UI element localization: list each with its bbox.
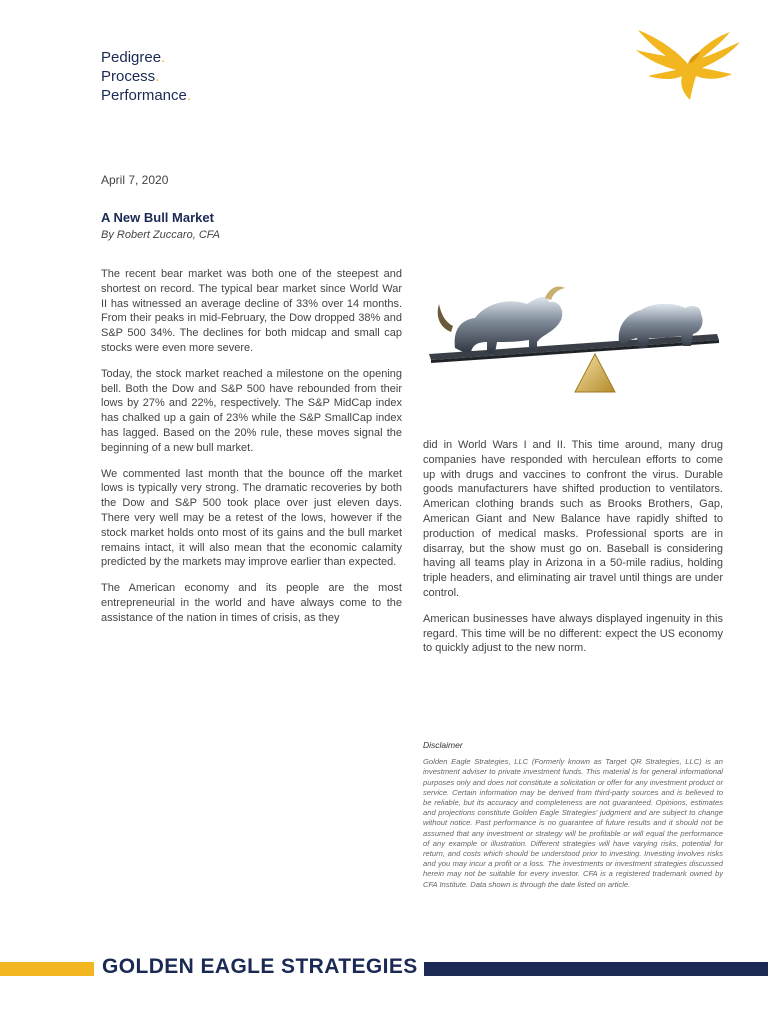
- article-body-right: [423, 438, 723, 667]
- disclaimer-title: Disclaimer: [423, 740, 463, 750]
- article-date: April 7, 2020: [101, 173, 169, 187]
- paragraph: American businesses have always displayed ingenuity in this regard. This time will be no different: expect the US economy to quickly adjust to the new norm.: [423, 612, 723, 655]
- tagline-line-2: Process.: [101, 68, 160, 85]
- paragraph: We commented last month that the bounce off the market lows is typically very strong. The dramatic recoveries by both the Dow and S&P 500 took place over just eleven days. There very well may be a retest of the lows, however if the stock market holds onto most of its gains and the bull market remains intact, it will also mean that the economic calamity predicted by the markets may improve earlier than expected.: [101, 467, 402, 569]
- tagline-line-1: Pedigree.: [101, 49, 166, 66]
- golden-eagle-icon: [632, 28, 744, 102]
- paragraph: The recent bear market was both one of the steepest and shortest on record. The typical bear market since World War II has witnessed an average decline of 33% over 14 months. From their peaks in mid-February, the Dow dropped 38% and S&P 500 34%. The declines for both midcap and small cap stocks were even more severe.: [101, 268, 402, 354]
- tagline-line-3: Performance.: [101, 87, 192, 104]
- footer-brand: GOLDEN EAGLE STRATEGIES: [102, 955, 418, 978]
- bull-bear-seesaw-image: [423, 262, 723, 412]
- disclaimer: [423, 740, 723, 890]
- disclaimer-text: Golden Eagle Strategies, LLC (Formerly known as Target QR Strategies, LLC) is an investment adviser to private investment funds. This material is for general informational purposes only and does not constitute a solicitation or offer for any investment product or service. Certain information may be derived from third-party sources and is believed to be reliable, but its accuracy and completeness are not guaranteed. Opinions, estimates and projections constitute Golden Eagle Strategies' judgment and are subject to change without notice. Past performance is no guarantee of future results and it should not be assumed that any investment or strategy will be profitable or will equal the performance of any example or illustration. Different strategies will have varying risks, potential for return, and costs which should be understood prior to investing. Investing involves risks and you may incur a profit or a loss. The investments or investment strategies discussed herein may not be suitable for every investor. CFA is a registered trademark owned by CFA Institute. Data shown is through the date listed on article.: [423, 757, 723, 889]
- footer-navy-bar: [424, 962, 768, 976]
- tagline: [101, 48, 191, 105]
- paragraph: The American economy and its people are the most entrepreneurial in the world and have always come to the assistance of the nation in times of crisis, as they: [101, 582, 402, 624]
- article-title: A New Bull Market: [101, 210, 214, 225]
- footer-gold-bar: [0, 962, 94, 976]
- paragraph: did in World Wars I and II. This time around, many drug companies have responded with herculean efforts to come up with drugs and vaccines to confront the virus. Durable goods manufacturers have shifted production to ventilators. American clothing brands such as Brooks Brothers, Gap, American Giant and New Balance have rapidly shifted to production of medical masks. Professional sports are in disarray, but the show must go on. Baseball is considering having all teams play in Arizona in a 50-mile radius, holding triple headers, and eliminating air travel until things are under control.: [423, 439, 723, 599]
- paragraph: Today, the stock market reached a milestone on the opening bell. Both the Dow and S&P 500 have rebounded from their lows by 27% and 22%, respectively. The S&P MidCap index has chalked up a gain of 23% while the S&P SmallCap index has lagged. Based on the 20% rule, these moves signal the beginning of a new bull market.: [101, 367, 402, 454]
- article-byline: By Robert Zuccaro, CFA: [101, 229, 220, 241]
- article-body-left: [101, 267, 402, 637]
